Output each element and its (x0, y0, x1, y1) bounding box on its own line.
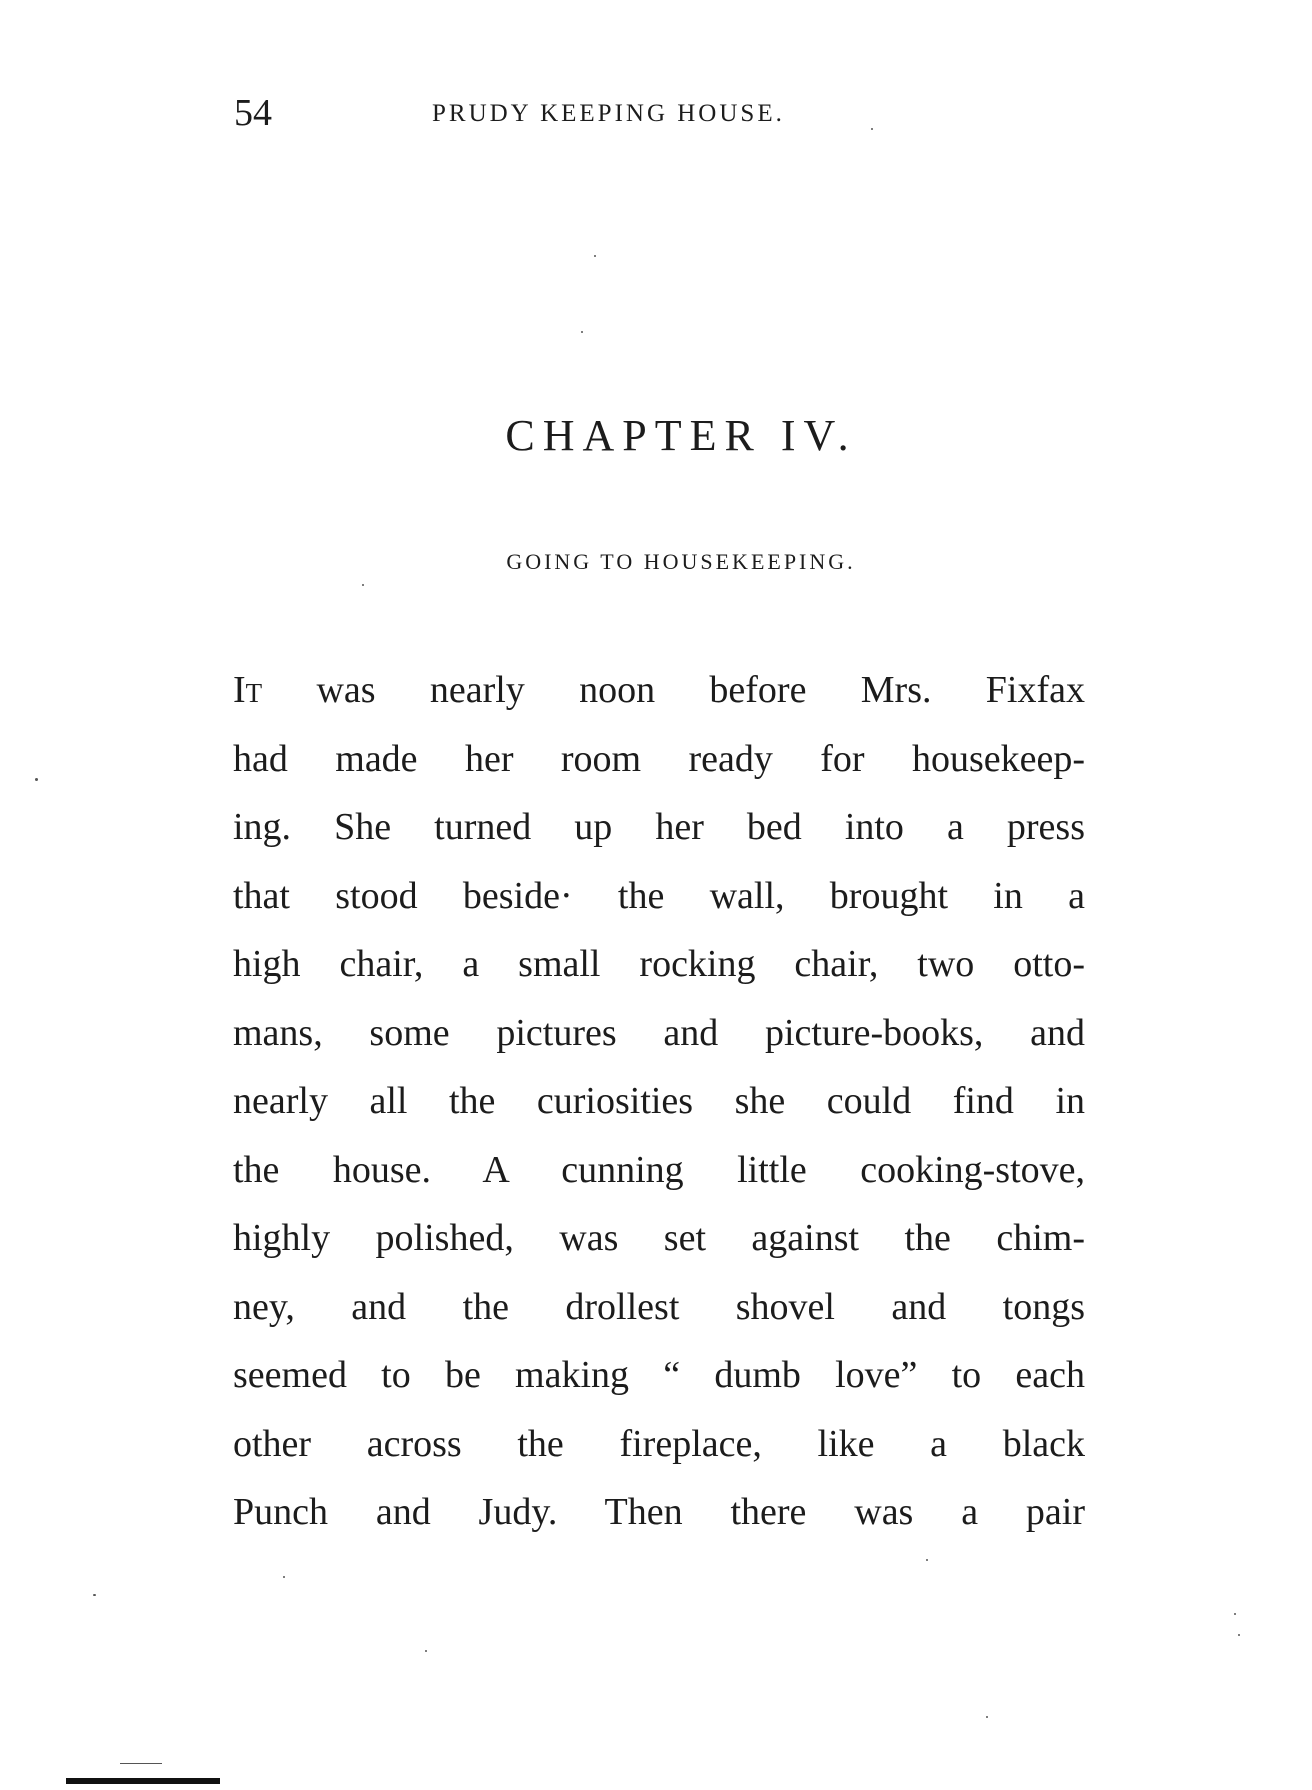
text-line-10: ney, and the drollest shovel and tongs (233, 1285, 1085, 1328)
text-line-3: ing. She turned up her bed into a press (233, 806, 1085, 848)
text-line-12: other across the fireplace, like a black (233, 1422, 1085, 1465)
scan-speck (425, 1650, 427, 1652)
scan-speck (362, 584, 364, 586)
text-line-2: had made her room ready for housekeep- (233, 737, 1085, 780)
text-line-1 (233, 656, 1085, 725)
running-title: PRUDY KEEPING HOUSE. (432, 100, 785, 127)
page-number: 54 (234, 92, 272, 134)
scan-speck (93, 1594, 96, 1596)
scan-speck (1234, 1613, 1236, 1615)
scan-speck (1238, 1634, 1240, 1636)
text-line-1-rest: was nearly noon before Mrs. Fixfax (262, 669, 1085, 711)
text-line-4: that stood beside· the wall, brought in a (233, 874, 1085, 917)
scan-speck (283, 1576, 285, 1578)
scan-edge-mark (120, 1763, 162, 1764)
scan-speck (594, 255, 596, 257)
text-line-13: Punch and Judy. Then there was a pair (233, 1491, 1085, 1533)
running-head (234, 88, 874, 138)
drop-word-initial: I (233, 669, 246, 711)
scan-speck (926, 1559, 928, 1561)
text-line-7: nearly all the curiosities she could find in (233, 1080, 1085, 1122)
chapter-subtitle: GOING TO HOUSEKEEPING. (506, 549, 856, 574)
text-line-11: seemed to be making “ dumb love” to each (233, 1354, 1085, 1396)
text-line-5: high chair, a small rocking chair, two otto- (233, 943, 1085, 985)
scan-speck (871, 128, 873, 130)
body-text (233, 656, 1085, 1547)
text-line-8: the house. A cunning little cooking-stove, (233, 1148, 1085, 1191)
text-line-6: mans, some pictures and picture-books, and (233, 1011, 1085, 1054)
drop-word-smallcaps: t (245, 669, 263, 711)
scan-speck (35, 778, 38, 781)
scan-edge-mark (66, 1778, 220, 1784)
scan-speck (581, 331, 583, 333)
text-line-9: highly polished, was set against the chim- (233, 1217, 1085, 1259)
scan-speck (986, 1716, 988, 1718)
chapter-title: CHAPTER IV. (505, 411, 857, 460)
